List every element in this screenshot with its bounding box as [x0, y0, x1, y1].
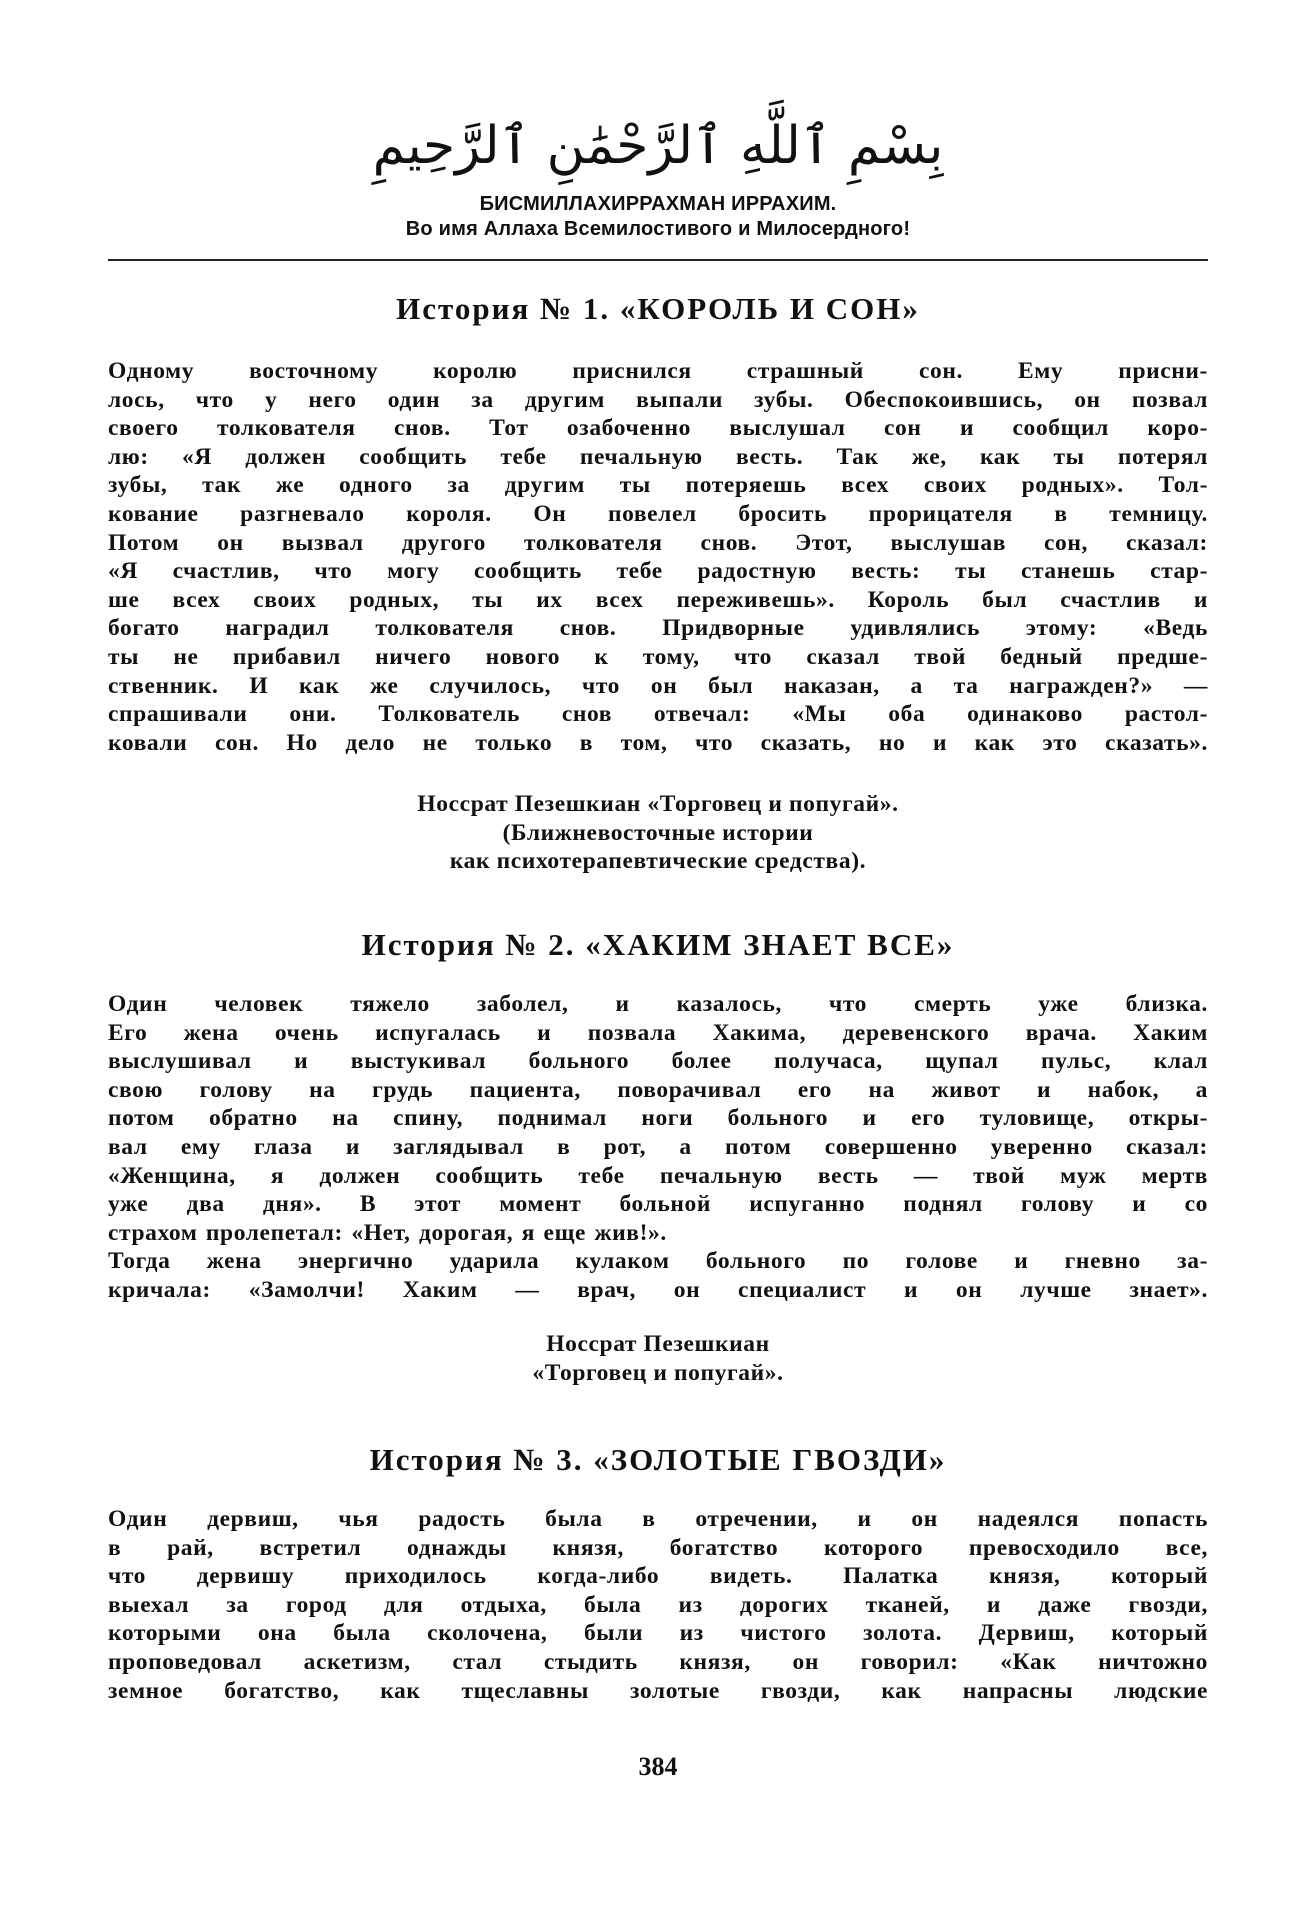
text-line: «Я счастлив, что могу сообщить тебе радостную весть: ты станешь стар-: [108, 558, 1208, 585]
text-line: ше всех своих родных, ты их всех переживешь». Король был счастлив и: [108, 586, 1208, 613]
text-line: спрашивали они. Толкователь снов отвечал: «Мы оба одинаково растол-: [108, 701, 1208, 728]
story-1-title: История № 1. «КОРОЛЬ И СОН»: [396, 291, 920, 326]
header-transliteration: БИСМИЛЛАХИРРАХМАН ИРРАХИМ.: [479, 193, 837, 215]
text-line: «Женщина, я должен сообщить тебе печальную весть — твой муж мертв: [108, 1162, 1208, 1189]
text-line: Тогда жена энергично ударила кулаком больного по голове и гневно за-: [108, 1248, 1208, 1275]
text-line: кричала: «Замолчи! Хаким — врач, он специалист и он лучше знает».: [108, 1276, 1208, 1303]
book-page: [108, 0, 1208, 1920]
page-number: 384: [638, 1752, 678, 1781]
text-line: своего толкователя снов. Тот озабоченно выслушал сон и сообщил коро-: [108, 415, 1208, 442]
header-translation: Во имя Аллаха Всемилостивого и Милосердного!: [405, 218, 911, 240]
source-line: Носсрат Пезешкиан «Торговец и попугай».: [417, 791, 899, 817]
text-line: Один человек тяжело заболел, и казалось, что смерть уже близка.: [108, 991, 1208, 1017]
text-line: потом обратно на спину, поднимал ноги больного и его туловище, откры-: [108, 1105, 1208, 1132]
text-line: зубы, так же одного за другим ты потеряешь всех своих родных». Тол-: [108, 472, 1208, 499]
text-line: лю: «Я должен сообщить тебе печальную весть. Так же, как ты потерял: [108, 443, 1208, 470]
text-line: кование разгневало короля. Он повелел бросить прорицателя в темницу.: [108, 500, 1208, 527]
story-1-text: [108, 357, 1208, 757]
text-line: Его жена очень испугалась и позвала Хакима, деревенского врача. Хаким: [108, 1019, 1208, 1046]
story-1-source: [108, 790, 1208, 876]
text-line: земное богатство, как тщеславны золотые гвозди, как напрасны людские: [108, 1677, 1208, 1704]
text-line: что дервишу приходилось когда-либо видеть. Палатка князя, который: [108, 1563, 1208, 1590]
text-line: выслушивал и выстукивал больного более получаса, щупал пульс, клал: [108, 1048, 1208, 1075]
story-2-text: [108, 990, 1208, 1305]
text-line: вал ему глаза и заглядывал в рот, а потом совершенно уверенно сказал:: [108, 1133, 1208, 1160]
text-line: которыми она была сколочена, были из чистого золота. Дервиш, который: [108, 1620, 1208, 1647]
bismillah-calligraphy: بِسْمِ ٱللَّهِ ٱلرَّحْمَٰنِ ٱلرَّحِيمِ: [372, 116, 944, 176]
text-line: страхом пролепетал: «Нет, дорогая, я еще жив!».: [108, 1219, 667, 1246]
text-line: ты не прибавил ничего нового к тому, что сказал твой бедный предше-: [108, 643, 1208, 670]
text-line: проповедовал аскетизм, стал стыдить князя, он говорил: «Как ничтожно: [108, 1648, 1208, 1675]
text-line: в рай, встретил однажды князя, богатство которого превосходило все,: [108, 1534, 1208, 1561]
story-2-title: История № 2. «ХАКИМ ЗНАЕТ ВСЕ»: [361, 927, 955, 962]
header-divider: [108, 259, 1208, 261]
text-line: богато наградил толкователя снов. Придворные удивлялись этому: «Ведь: [108, 615, 1208, 642]
text-line: Потом он вызвал другого толкователя снов. Этот, выслушав сон, сказал:: [108, 529, 1208, 556]
page-header: [108, 110, 1208, 242]
text-line: ковали сон. Но дело не только в том, что сказать, но и как это сказать».: [108, 729, 1208, 756]
story-2-source: [108, 1330, 1208, 1387]
source-line: (Ближневосточные истории: [502, 819, 814, 846]
story-3-title: История № 3. «ЗОЛОТЫЕ ГВОЗДИ»: [369, 1442, 947, 1477]
text-line: ственник. И как же случилось, что он был наказан, а та награжден?» —: [108, 672, 1208, 699]
text-line: выехал за город для отдыха, была из дорогих тканей, и даже гвозди,: [108, 1591, 1208, 1618]
text-line: Одному восточному королю приснился страшный сон. Ему присни-: [108, 358, 1208, 384]
story-3-text: [108, 1505, 1208, 1705]
text-line: Один дервиш, чья радость была в отречении, и он надеялся попасть: [108, 1506, 1208, 1532]
source-line: как психотерапевтические средства).: [449, 848, 867, 875]
source-line: «Торговец и попугай».: [532, 1359, 784, 1386]
text-line: свою голову на грудь пациента, поворачивал его на живот и набок, а: [108, 1076, 1208, 1103]
text-line: лось, что у него один за другим выпали зубы. Обеспокоившись, он позвал: [108, 386, 1208, 413]
text-line: уже два дня». В этот момент больной испуганно поднял голову и со: [108, 1191, 1208, 1218]
source-line: Носсрат Пезешкиан: [546, 1331, 770, 1357]
